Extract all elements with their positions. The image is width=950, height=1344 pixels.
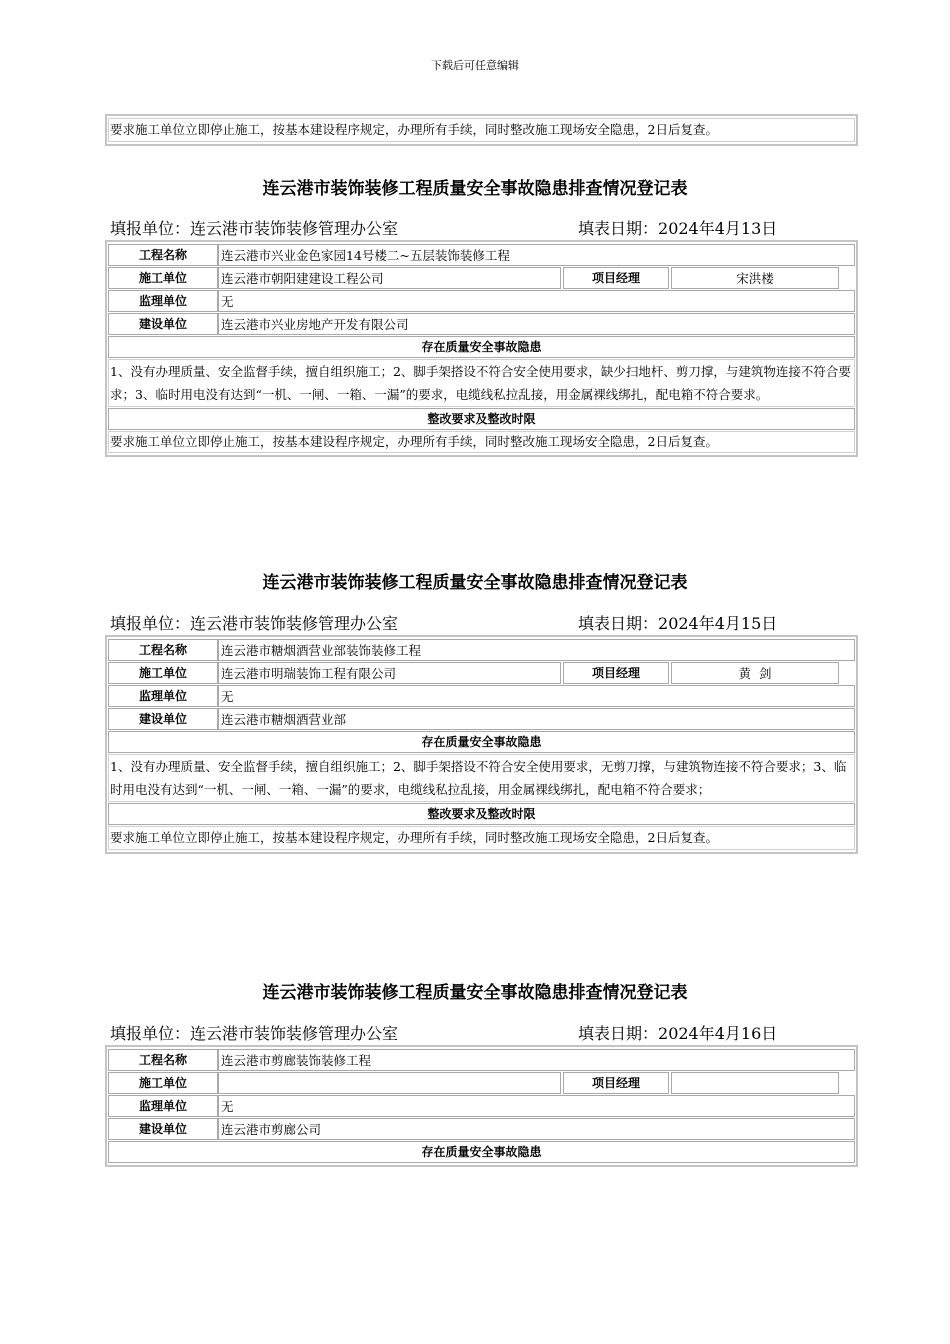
fill-date-value: 2024年4月13日 bbox=[658, 219, 778, 238]
supervisor-label: 监理单位 bbox=[108, 685, 218, 707]
developer-value: 连云港市兴业房地产开发有限公司 bbox=[218, 313, 855, 335]
developer-label: 建设单位 bbox=[108, 1118, 218, 1140]
developer-label: 建设单位 bbox=[108, 708, 218, 730]
project-name-value: 连云港市兴业金色家园14号楼二~五层装饰装修工程 bbox=[218, 244, 855, 266]
hazards-text: 1、没有办理质量、安全监督手续，擅自组织施工；2、脚手架搭设不符合安全使用要求，缺少扫地杆、剪刀撑，与建筑物连接不符合要求；3、临时用电没有达到“一机、一闸、一箱、一漏”的要求，电缆线私拉乱接，用金属裸线绑扎，配电箱不符合要求。 bbox=[108, 359, 855, 407]
project-name-value: 连云港市剪廊装饰装修工程 bbox=[218, 1049, 855, 1071]
hazards-header: 存在质量安全事故隐患 bbox=[108, 731, 855, 753]
project-manager-value bbox=[671, 1072, 839, 1094]
project-manager-value: 黄 剑 bbox=[671, 662, 839, 684]
fill-unit-label: 填报单位： bbox=[110, 219, 191, 238]
project-manager-value: 宋洪楼 bbox=[671, 267, 839, 289]
fill-unit-value: 连云港市装饰装修管理办公室 bbox=[190, 614, 399, 633]
fill-date-label: 填表日期： bbox=[578, 614, 659, 633]
developer-label: 建设单位 bbox=[108, 313, 218, 335]
rectification-header: 整改要求及整改时限 bbox=[108, 803, 855, 825]
contractor-value: 连云港市明瑞装饰工程有限公司 bbox=[218, 662, 561, 684]
fill-date-label: 填表日期： bbox=[578, 219, 659, 238]
form-title: 连云港市装饰装修工程质量安全事故隐患排查情况登记表 bbox=[262, 983, 688, 1003]
rectification-text: 要求施工单位立即停止施工，按基本建设程序规定，办理所有手续，同时整改施工现场安全隐患，2日后复查。 bbox=[108, 118, 855, 142]
project-name-label: 工程名称 bbox=[108, 1049, 218, 1071]
fill-unit-label: 填报单位： bbox=[110, 1024, 191, 1043]
developer-value: 连云港市剪廊公司 bbox=[218, 1118, 855, 1140]
fill-unit-value: 连云港市装饰装修管理办公室 bbox=[190, 1024, 399, 1043]
form-title: 连云港市装饰装修工程质量安全事故隐患排查情况登记表 bbox=[262, 573, 688, 593]
supervisor-label: 监理单位 bbox=[108, 1095, 218, 1117]
fill-date-value: 2024年4月16日 bbox=[658, 1024, 778, 1043]
form-title: 连云港市装饰装修工程质量安全事故隐患排查情况登记表 bbox=[262, 179, 688, 199]
rectification-header: 整改要求及整改时限 bbox=[108, 408, 855, 430]
project-manager-label: 项目经理 bbox=[563, 662, 669, 684]
contractor-value bbox=[218, 1072, 561, 1094]
supervisor-value: 无 bbox=[218, 685, 855, 707]
project-manager-label: 项目经理 bbox=[563, 267, 669, 289]
developer-value: 连云港市糖烟酒营业部 bbox=[218, 708, 855, 730]
rectification-text: 要求施工单位立即停止施工，按基本建设程序规定，办理所有手续，同时整改施工现场安全隐患，2日后复查。 bbox=[108, 826, 855, 850]
fill-date-label: 填表日期： bbox=[578, 1024, 659, 1043]
supervisor-value: 无 bbox=[218, 1095, 855, 1117]
registration-table bbox=[105, 635, 858, 854]
page-header-note: 下载后可任意编辑 bbox=[431, 59, 519, 72]
project-name-label: 工程名称 bbox=[108, 244, 218, 266]
top-fragment-table bbox=[105, 114, 858, 146]
contractor-value: 连云港市朝阳建建设工程公司 bbox=[218, 267, 561, 289]
project-name-label: 工程名称 bbox=[108, 639, 218, 661]
contractor-label: 施工单位 bbox=[108, 267, 218, 289]
registration-table bbox=[105, 240, 858, 457]
fill-date-value: 2024年4月15日 bbox=[658, 614, 778, 633]
hazards-header: 存在质量安全事故隐患 bbox=[108, 336, 855, 358]
rectification-text: 要求施工单位立即停止施工，按基本建设程序规定，办理所有手续，同时整改施工现场安全隐患，2日后复查。 bbox=[108, 431, 855, 453]
project-name-value: 连云港市糖烟酒营业部装饰装修工程 bbox=[218, 639, 855, 661]
supervisor-value: 无 bbox=[218, 290, 855, 312]
project-manager-label: 项目经理 bbox=[563, 1072, 669, 1094]
contractor-label: 施工单位 bbox=[108, 662, 218, 684]
hazards-header: 存在质量安全事故隐患 bbox=[108, 1141, 855, 1163]
fill-unit-value: 连云港市装饰装修管理办公室 bbox=[190, 219, 399, 238]
fill-unit-label: 填报单位： bbox=[110, 614, 191, 633]
contractor-label: 施工单位 bbox=[108, 1072, 218, 1094]
hazards-text: 1、没有办理质量、安全监督手续，擅自组织施工；2、脚手架搭设不符合安全使用要求，无剪刀撑，与建筑物连接不符合要求；3、临时用电没有达到“一机、一闸、一箱、一漏”的要求，电缆线私拉乱接，用金属裸线绑扎，配电箱不符合要求； bbox=[108, 754, 855, 802]
supervisor-label: 监理单位 bbox=[108, 290, 218, 312]
registration-table bbox=[105, 1045, 858, 1167]
